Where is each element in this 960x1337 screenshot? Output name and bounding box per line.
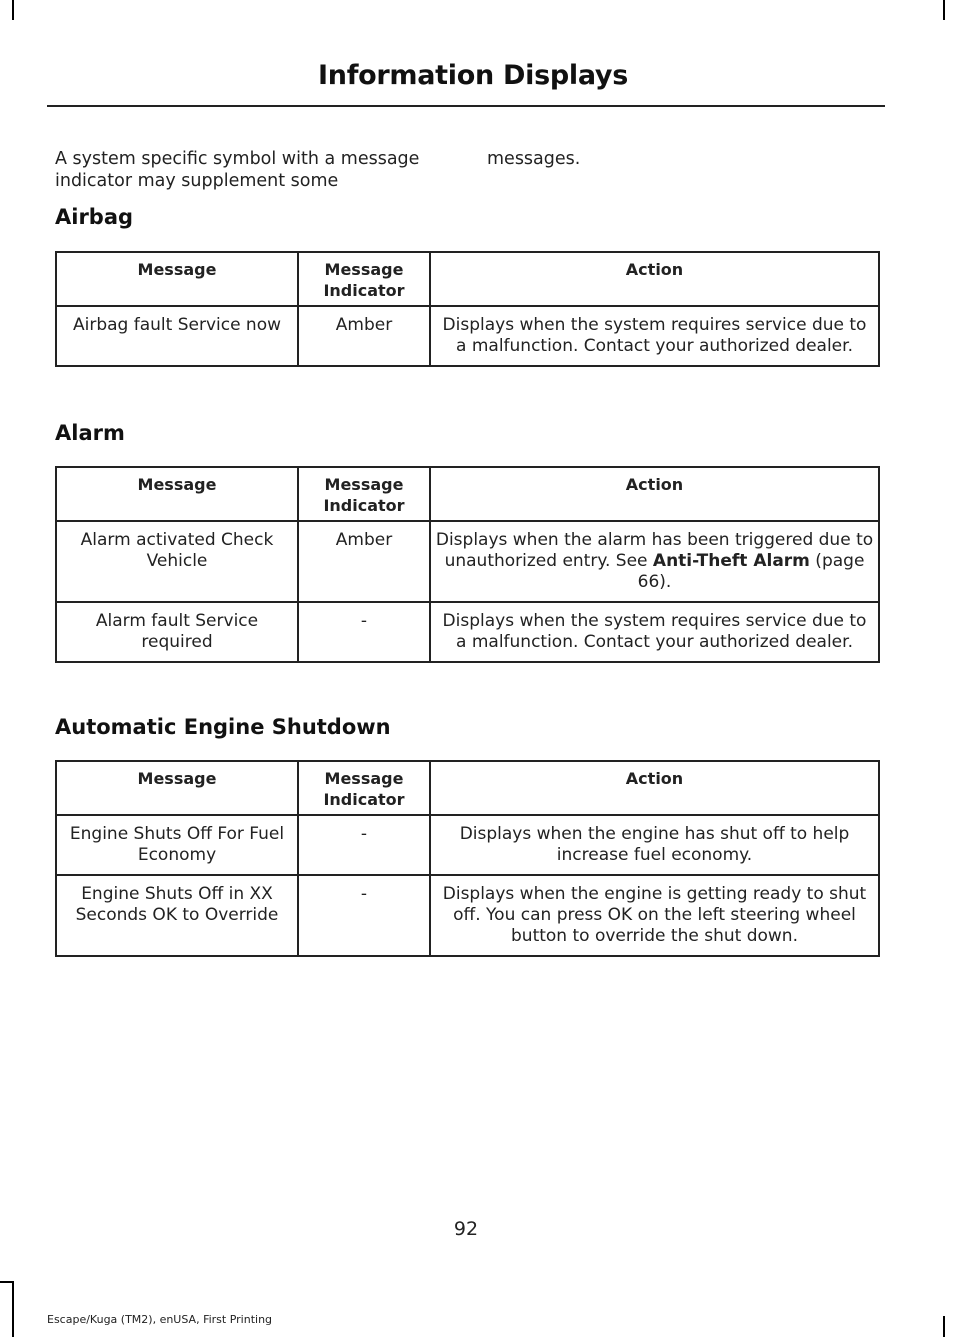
section-heading-alarm: Alarm [55, 421, 125, 445]
header-action: Action [430, 467, 879, 521]
header-message: Message [56, 761, 298, 815]
header-indicator: Message Indicator [298, 252, 430, 306]
crop-mark-bottom-left-v [12, 1282, 14, 1337]
page-title: Information Displays [318, 60, 628, 91]
indicator-cell: Amber [298, 521, 430, 602]
action-text: Displays when the alarm has been triggered due to unauthorized entry. See [435, 530, 874, 571]
table-header-row [56, 252, 879, 306]
section-heading-engine-shutdown: Automatic Engine Shutdown [55, 715, 391, 739]
header-action: Action [430, 252, 879, 306]
header-indicator: Message Indicator [298, 467, 430, 521]
engine-shutdown-table [55, 760, 880, 957]
page-reference: (page 66). [637, 551, 865, 592]
indicator-cell: - [298, 602, 430, 662]
message-cell: Engine Shuts Off For Fuel Economy [56, 815, 298, 875]
crop-mark-top-right-v [943, 0, 945, 20]
header-message: Message [56, 467, 298, 521]
indicator-cell: Amber [298, 306, 430, 366]
table-row [56, 602, 879, 662]
airbag-table [55, 251, 880, 367]
page-number: 92 [453, 1218, 479, 1240]
table-row [56, 815, 879, 875]
message-cell: Engine Shuts Off in XX Seconds OK to Override [56, 875, 298, 956]
action-cell [430, 521, 879, 602]
message-cell: Airbag fault Service now [56, 306, 298, 366]
action-cell: Displays when the system requires service due to a malfunction. Contact your authorized dealer. [430, 602, 879, 662]
crop-mark-bottom-right-v [943, 1316, 945, 1337]
section-heading-airbag: Airbag [55, 205, 134, 229]
header-rule [47, 105, 885, 107]
anti-theft-alarm-link[interactable]: Anti-Theft Alarm [652, 551, 810, 571]
table-header-row [56, 467, 879, 521]
crop-mark-bottom-left-h [0, 1281, 14, 1283]
message-cell: Alarm activated Check Vehicle [56, 521, 298, 602]
crop-mark-top-left-v [12, 0, 14, 20]
intro-text: A system specific symbol with a message indicator may supplement some [55, 149, 420, 191]
indicator-cell: - [298, 815, 430, 875]
table-row [56, 521, 879, 602]
intro-text-continued: messages. [487, 149, 581, 169]
printing-info: Escape/Kuga (TM2), enUSA, First Printing [47, 1313, 273, 1326]
header-indicator: Message Indicator [298, 761, 430, 815]
indicator-cell: - [298, 875, 430, 956]
header-message: Message [56, 252, 298, 306]
header-action: Action [430, 761, 879, 815]
action-cell: Displays when the system requires service due to a malfunction. Contact your authorized dealer. [430, 306, 879, 366]
alarm-table [55, 466, 880, 663]
table-row [56, 306, 879, 366]
action-cell: Displays when the engine has shut off to help increase fuel economy. [430, 815, 879, 875]
message-cell: Alarm fault Service required [56, 602, 298, 662]
table-header-row [56, 761, 879, 815]
action-cell: Displays when the engine is getting ready to shut off. You can press OK on the left steering wheel button to override the shut down. [430, 875, 879, 956]
table-row [56, 875, 879, 956]
